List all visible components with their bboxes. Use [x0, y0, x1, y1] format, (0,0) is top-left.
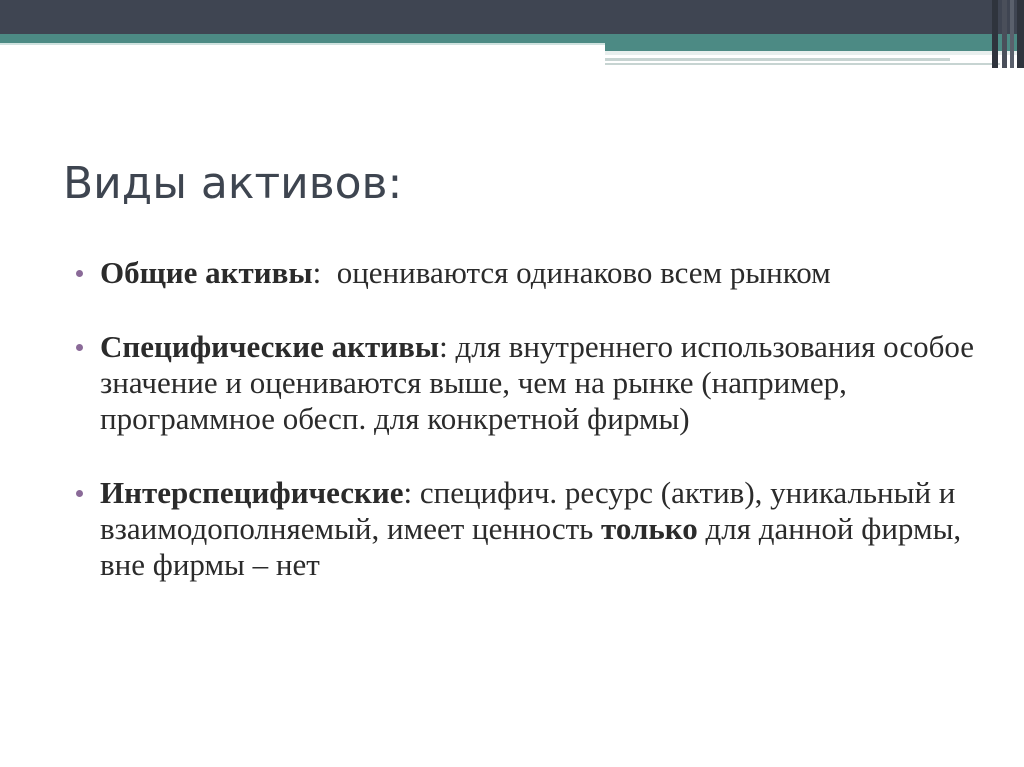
bullet-separator: : — [312, 255, 322, 290]
corner-stripe — [1017, 0, 1024, 68]
header-bar-teal — [0, 34, 1024, 43]
header-bar-light-step — [605, 51, 1024, 55]
bullet-text: специфич. ресурс (актив), уникальный и взаимодополняемый, имеет ценность — [100, 475, 956, 546]
bullet-separator: : — [439, 329, 448, 364]
bullet-dot — [76, 344, 83, 351]
bullet-item — [100, 475, 980, 583]
bullet-dot — [76, 490, 83, 497]
bullet-separator: : — [403, 475, 413, 510]
header-line — [605, 58, 950, 61]
header-line — [605, 63, 835, 65]
corner-stripe — [992, 0, 998, 68]
bullet-item — [100, 255, 980, 291]
bullet-text: для данной фирмы, вне фирмы – нет — [100, 511, 962, 582]
bullet-text: оцениваются одинаково всем рынком — [321, 255, 831, 290]
bullet-text: для внутреннего использования особое значение и оцениваются выше, чем на рынке (например, программное обесп. для конкретной фирмы) — [100, 329, 975, 436]
corner-stripe — [1002, 0, 1007, 68]
bullet-term: Общие активы — [100, 255, 313, 290]
bullet-emphasis: только — [601, 511, 698, 546]
slide-title: Виды активов: — [63, 158, 403, 209]
bullet-dot — [76, 270, 83, 277]
bullet-list — [100, 255, 980, 583]
bullet-term: Специфические активы — [100, 329, 440, 364]
corner-stripe — [1010, 0, 1014, 68]
header-bar-dark — [0, 0, 1024, 34]
header-line — [830, 63, 1000, 65]
header-bar-teal-step — [605, 43, 1024, 51]
bullet-term: Интерспецифические — [100, 475, 404, 510]
header-bar-light — [0, 43, 605, 45]
bullet-item — [100, 329, 980, 437]
